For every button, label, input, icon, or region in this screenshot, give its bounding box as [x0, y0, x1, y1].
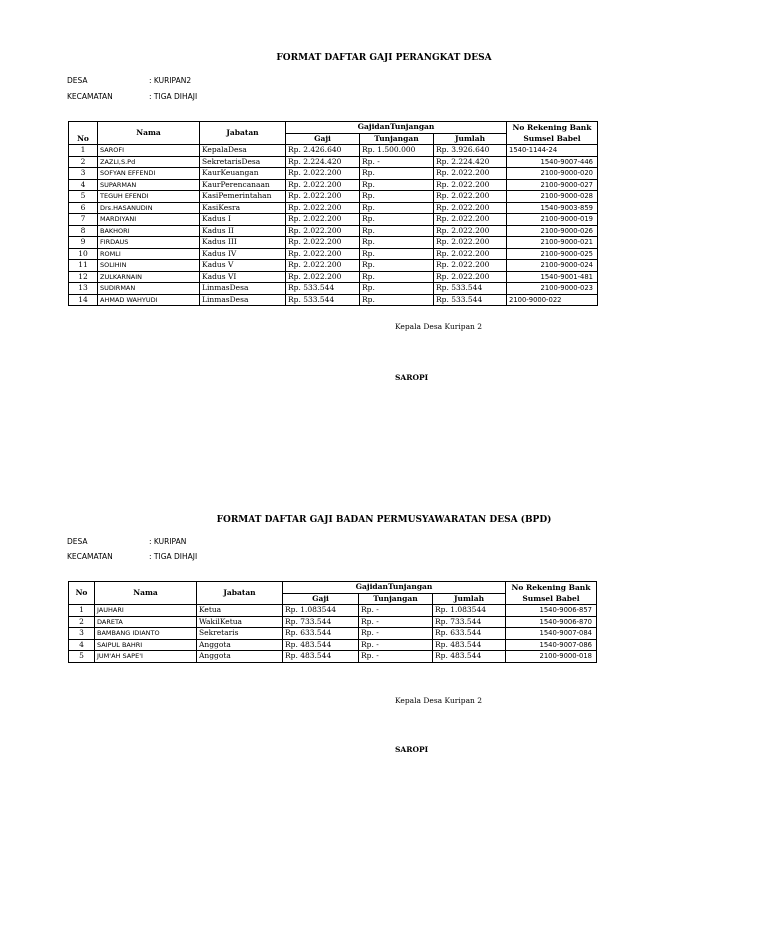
row-jumlah: Rp. 2.022.200 — [434, 237, 507, 249]
table-row — [69, 260, 598, 272]
row-jabatan: Kadus IV — [200, 248, 286, 260]
row-gaji: Rp. 483.544 — [283, 651, 359, 663]
row-number: 5 — [69, 651, 95, 663]
row-tunjangan: Rp. — [360, 202, 434, 214]
section2-table-body — [69, 605, 597, 663]
row-jabatan: Anggota — [197, 639, 283, 651]
row-tunjangan: Rp. — [360, 214, 434, 226]
row-tunjangan: Rp. — [360, 283, 434, 295]
row-jabatan: Kadus VI — [200, 271, 286, 283]
row-gaji: Rp. 2.022.200 — [286, 225, 360, 237]
row-nama: SOFYAN EFFENDI — [98, 168, 200, 180]
header-rekening-1: No Rekening Bank — [507, 122, 598, 134]
row-number: 8 — [69, 225, 98, 237]
section2-signature-name: SAROPI — [395, 745, 429, 754]
row-rekening: 1540-9006-870 — [506, 616, 597, 628]
desa-value: : KURIPAN — [149, 537, 187, 546]
row-number: 6 — [69, 202, 98, 214]
row-nama: MARDIYANI — [98, 214, 200, 226]
row-nama: ZAZLI,S.Pd — [98, 156, 200, 168]
header-jumlah: Jumlah — [433, 593, 506, 605]
row-jabatan: KaurPerencanaan — [200, 179, 286, 191]
row-jumlah: Rp. 2.022.200 — [434, 179, 507, 191]
row-rekening: 2100-9000-024 — [507, 260, 598, 272]
row-number: 12 — [69, 271, 98, 283]
header-gaji: Gaji — [286, 133, 360, 145]
header-gaji-tunjangan: GajidanTunjangan — [286, 122, 507, 134]
kecamatan-label: KECAMATAN — [67, 552, 113, 561]
row-jabatan: Kadus V — [200, 260, 286, 272]
header-jumlah: Jumlah — [434, 133, 507, 145]
row-jabatan: Sekretaris — [197, 628, 283, 640]
row-tunjangan: Rp. — [360, 191, 434, 203]
row-nama: SAROFI — [98, 145, 200, 157]
table-row — [69, 616, 597, 628]
table-row — [69, 156, 598, 168]
row-rekening: 2100-9000-022 — [507, 294, 598, 306]
row-nama: Drs.HASANUDIN — [98, 202, 200, 214]
section2-signature-title: Kepala Desa Kuripan 2 — [395, 696, 483, 705]
row-gaji: Rp. 733.544 — [283, 616, 359, 628]
row-jabatan: Kadus II — [200, 225, 286, 237]
row-gaji: Rp. 483.544 — [283, 639, 359, 651]
row-nama: ZULKARNAIN — [98, 271, 200, 283]
row-jabatan: WakilKetua — [197, 616, 283, 628]
row-gaji: Rp. 2.022.200 — [286, 260, 360, 272]
table-row — [69, 225, 598, 237]
table-row — [69, 639, 597, 651]
row-gaji: Rp. 533.544 — [286, 294, 360, 306]
row-nama: SOLIHIN — [98, 260, 200, 272]
row-rekening: 1540-9007-446 — [507, 156, 598, 168]
row-jumlah: Rp. 2.022.200 — [434, 225, 507, 237]
row-number: 2 — [69, 156, 98, 168]
row-number: 11 — [69, 260, 98, 272]
row-tunjangan: Rp. — [360, 260, 434, 272]
table-row — [69, 237, 598, 249]
row-jabatan: Ketua — [197, 605, 283, 617]
row-number: 3 — [69, 168, 98, 180]
row-gaji: Rp. 1.083544 — [283, 605, 359, 617]
row-tunjangan: Rp. - — [359, 639, 433, 651]
section2-salary-table — [68, 581, 597, 663]
row-rekening: 2100-9000-020 — [507, 168, 598, 180]
row-jabatan: KasiPemerintahan — [200, 191, 286, 203]
header-jabatan: Jabatan — [200, 122, 286, 145]
row-tunjangan: Rp. 1.500.000 — [360, 145, 434, 157]
header-tunjangan: Tunjangan — [360, 133, 434, 145]
row-number: 1 — [69, 605, 95, 617]
row-nama: DARETA — [95, 616, 197, 628]
row-jabatan: Kadus III — [200, 237, 286, 249]
row-tunjangan: Rp. — [360, 168, 434, 180]
row-jumlah: Rp. 533.544 — [434, 283, 507, 295]
row-jumlah: Rp. 1.083544 — [433, 605, 506, 617]
row-jumlah: Rp. 2.022.200 — [434, 271, 507, 283]
table-row — [69, 179, 598, 191]
row-jabatan: LinmasDesa — [200, 294, 286, 306]
row-jumlah: Rp. 633.544 — [433, 628, 506, 640]
table-row — [69, 191, 598, 203]
row-nama: FIRDAUS — [98, 237, 200, 249]
row-rekening: 1540-1144-24 — [507, 145, 598, 157]
row-tunjangan: Rp. - — [359, 605, 433, 617]
header-rekening-1: No Rekening Bank — [506, 582, 597, 594]
row-tunjangan: Rp. — [360, 225, 434, 237]
row-rekening: 1540-9007-084 — [506, 628, 597, 640]
row-nama: JUM'AH SAPE'I — [95, 651, 197, 663]
row-gaji: Rp. 2.022.200 — [286, 202, 360, 214]
row-rekening: 1540-9007-086 — [506, 639, 597, 651]
row-rekening: 2100-9000-025 — [507, 248, 598, 260]
row-jumlah: Rp. 2.022.200 — [434, 260, 507, 272]
row-gaji: Rp. 2.022.200 — [286, 168, 360, 180]
row-nama: BAKHORI — [98, 225, 200, 237]
section1-title: FORMAT DAFTAR GAJI PERANGKAT DESA — [276, 53, 492, 63]
row-tunjangan: Rp. — [360, 294, 434, 306]
header-gaji: Gaji — [283, 593, 359, 605]
section2-title: FORMAT DAFTAR GAJI BADAN PERMUSYAWARATAN DESA (BPD) — [216, 515, 552, 525]
row-number: 2 — [69, 616, 95, 628]
row-tunjangan: Rp. - — [359, 616, 433, 628]
row-tunjangan: Rp. - — [359, 651, 433, 663]
row-jumlah: Rp. 483.544 — [433, 639, 506, 651]
row-tunjangan: Rp. — [360, 271, 434, 283]
header-nama: Nama — [95, 582, 197, 605]
row-jumlah: Rp. 2.022.200 — [434, 248, 507, 260]
table-row — [69, 202, 598, 214]
table-row — [69, 168, 598, 180]
row-nama: SAIPUL BAHRI — [95, 639, 197, 651]
row-gaji: Rp. 533.544 — [286, 283, 360, 295]
section1-signature-title: Kepala Desa Kuripan 2 — [395, 322, 483, 331]
row-jumlah: Rp. 2.224.420 — [434, 156, 507, 168]
row-jumlah: Rp. 533.544 — [434, 294, 507, 306]
row-rekening: 2100-9000-027 — [507, 179, 598, 191]
row-rekening: 1540-9006-857 — [506, 605, 597, 617]
row-jabatan: Kadus I — [200, 214, 286, 226]
row-nama: SUDIRMAN — [98, 283, 200, 295]
row-gaji: Rp. 2.022.200 — [286, 248, 360, 260]
row-nama: SUPARMAN — [98, 179, 200, 191]
row-jabatan: LinmasDesa — [200, 283, 286, 295]
row-gaji: Rp. 2.426.640 — [286, 145, 360, 157]
row-number: 13 — [69, 283, 98, 295]
row-jumlah: Rp. 483.544 — [433, 651, 506, 663]
row-jabatan: SekretarisDesa — [200, 156, 286, 168]
row-gaji: Rp. 2.022.200 — [286, 237, 360, 249]
table-row — [69, 214, 598, 226]
header-no: No — [69, 122, 98, 145]
row-nama: BAMBANG IDIANTO — [95, 628, 197, 640]
section1-signature-name: SAROPI — [395, 373, 429, 382]
row-rekening: 1540-9001-481 — [507, 271, 598, 283]
row-number: 3 — [69, 628, 95, 640]
row-number: 7 — [69, 214, 98, 226]
row-tunjangan: Rp. — [360, 248, 434, 260]
row-gaji: Rp. 2.022.200 — [286, 191, 360, 203]
row-jumlah: Rp. 2.022.200 — [434, 202, 507, 214]
table-row — [69, 271, 598, 283]
table-row — [69, 248, 598, 260]
row-rekening: 2100-9000-028 — [507, 191, 598, 203]
desa-label: DESA — [67, 76, 88, 85]
header-gaji-tunjangan: GajidanTunjangan — [283, 582, 506, 594]
row-jumlah: Rp. 733.544 — [433, 616, 506, 628]
table-row — [69, 283, 598, 295]
section1-salary-table — [68, 121, 598, 306]
row-number: 1 — [69, 145, 98, 157]
row-jumlah: Rp. 2.022.200 — [434, 214, 507, 226]
desa-label: DESA — [67, 537, 88, 546]
row-jabatan: Anggota — [197, 651, 283, 663]
row-nama: TEGUH EFENDI — [98, 191, 200, 203]
table-row — [69, 605, 597, 617]
row-tunjangan: Rp. — [360, 237, 434, 249]
row-nama: ROMLI — [98, 248, 200, 260]
header-rekening-2: Sumsel Babel — [506, 593, 597, 605]
row-number: 9 — [69, 237, 98, 249]
row-number: 4 — [69, 639, 95, 651]
kecamatan-value: : TIGA DIHAJI — [149, 552, 198, 561]
row-rekening: 2100-9000-026 — [507, 225, 598, 237]
header-nama: Nama — [98, 122, 200, 145]
row-gaji: Rp. 2.022.200 — [286, 179, 360, 191]
kecamatan-value: : TIGA DIHAJI — [149, 92, 198, 101]
row-tunjangan: Rp. - — [360, 156, 434, 168]
row-jabatan: KasiKesra — [200, 202, 286, 214]
row-jumlah: Rp. 2.022.200 — [434, 191, 507, 203]
row-jumlah: Rp. 2.022.200 — [434, 168, 507, 180]
row-number: 5 — [69, 191, 98, 203]
row-number: 10 — [69, 248, 98, 260]
row-rekening: 2100-9000-021 — [507, 237, 598, 249]
row-gaji: Rp. 2.022.200 — [286, 214, 360, 226]
header-no: No — [69, 582, 95, 605]
table-row — [69, 145, 598, 157]
row-rekening: 2100-9000-019 — [507, 214, 598, 226]
header-jabatan: Jabatan — [197, 582, 283, 605]
row-rekening: 1540-9003-859 — [507, 202, 598, 214]
row-jabatan: KaurKeuangan — [200, 168, 286, 180]
row-nama: JAUHARI — [95, 605, 197, 617]
row-tunjangan: Rp. — [360, 179, 434, 191]
table-row — [69, 651, 597, 663]
row-gaji: Rp. 633.544 — [283, 628, 359, 640]
row-rekening: 2100-9000-018 — [506, 651, 597, 663]
row-gaji: Rp. 2.224.420 — [286, 156, 360, 168]
desa-value: : KURIPAN2 — [149, 76, 192, 85]
row-number: 4 — [69, 179, 98, 191]
kecamatan-label: KECAMATAN — [67, 92, 113, 101]
row-jabatan: KepalaDesa — [200, 145, 286, 157]
row-gaji: Rp. 2.022.200 — [286, 271, 360, 283]
row-number: 14 — [69, 294, 98, 306]
row-rekening: 2100-9000-023 — [507, 283, 598, 295]
row-jumlah: Rp. 3.926.640 — [434, 145, 507, 157]
table-row — [69, 628, 597, 640]
row-tunjangan: Rp. - — [359, 628, 433, 640]
row-nama: AHMAD WAHYUDI — [98, 294, 200, 306]
header-tunjangan: Tunjangan — [359, 593, 433, 605]
table-row — [69, 294, 598, 306]
header-rekening-2: Sumsel Babel — [507, 133, 598, 145]
section1-table-body — [69, 145, 598, 306]
